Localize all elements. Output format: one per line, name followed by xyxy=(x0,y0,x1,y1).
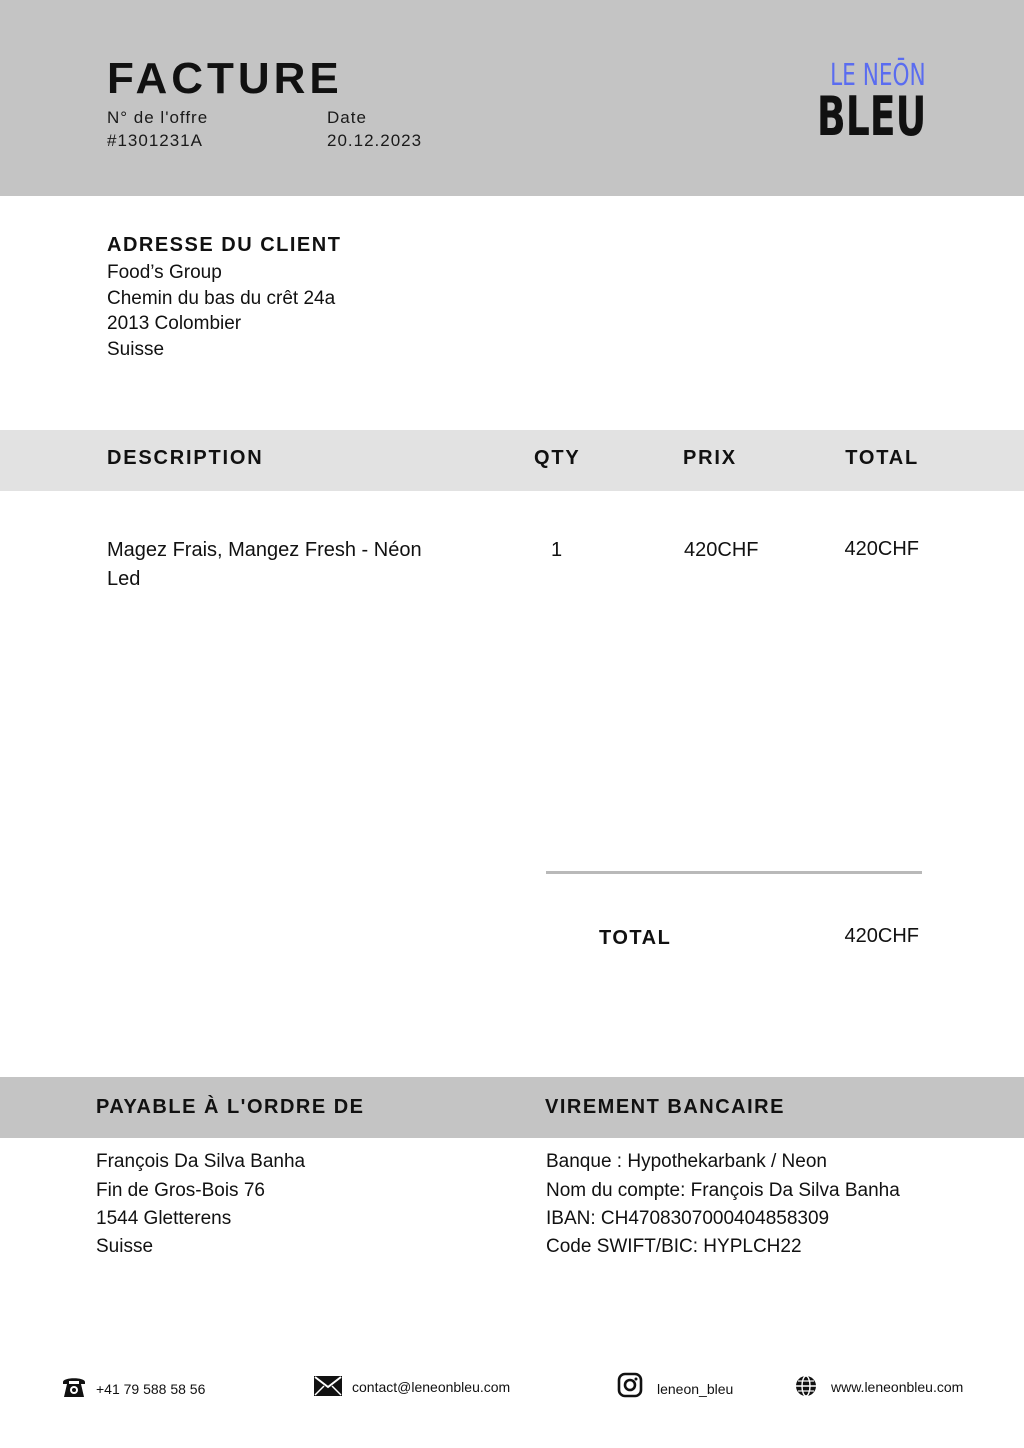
payable-heading: PAYABLE À L'ORDRE DE xyxy=(96,1096,365,1118)
payee-line: François Da Silva Banha xyxy=(96,1151,306,1172)
payee-line: Fin de Gros-Bois 76 xyxy=(96,1180,265,1201)
column-header-qty: QTY xyxy=(534,447,581,469)
instagram-icon xyxy=(617,1372,643,1398)
bank-detail-line: Code SWIFT/BIC: HYPLCH22 xyxy=(546,1236,802,1257)
client-address-heading: ADRESSE DU CLIENT xyxy=(107,234,342,256)
footer-instagram[interactable]: leneon_bleu xyxy=(657,1381,734,1397)
item-description: Magez Frais, Mangez Fresh - Néon xyxy=(107,539,422,561)
column-header-description: DESCRIPTION xyxy=(107,447,264,469)
item-total: 420CHF xyxy=(844,538,919,560)
footer-phone[interactable]: +41 79 588 58 56 xyxy=(96,1381,206,1397)
footer-email[interactable]: contact@leneonbleu.com xyxy=(352,1379,511,1395)
mail-icon xyxy=(314,1375,342,1397)
column-header-total: TOTAL xyxy=(845,447,919,469)
grand-total-label: TOTAL xyxy=(599,927,672,949)
bank-detail-line: Banque : Hypothekarbank / Neon xyxy=(546,1151,827,1172)
globe-icon xyxy=(795,1375,817,1397)
phone-icon xyxy=(61,1373,87,1399)
logo-top-text: LE NEŌN xyxy=(830,58,926,93)
bank-transfer-heading: VIREMENT BANCAIRE xyxy=(545,1096,785,1118)
grand-total-value: 420CHF xyxy=(844,925,919,947)
column-header-price: PRIX xyxy=(683,447,737,469)
item-description-continued: Led xyxy=(107,568,141,590)
document-title: FACTURE xyxy=(107,54,343,103)
item-qty: 1 xyxy=(551,539,563,561)
client-address-line: Food’s Group xyxy=(107,262,222,283)
item-price: 420CHF xyxy=(684,539,759,561)
client-address-line: Suisse xyxy=(107,339,165,360)
offer-number: #1301231A xyxy=(107,131,203,150)
brand-logo xyxy=(816,58,926,150)
logo-bottom-text: BLEU xyxy=(816,85,926,148)
bank-detail-line: IBAN: CH4708307000404858309 xyxy=(546,1208,830,1229)
offer-number-label: N° de l'offre xyxy=(107,108,209,127)
client-address-line: Chemin du bas du crêt 24a xyxy=(107,288,336,309)
payee-line: 1544 Gletterens xyxy=(96,1208,232,1229)
total-divider xyxy=(546,871,922,874)
payee-line: Suisse xyxy=(96,1236,154,1257)
client-address-line: 2013 Colombier xyxy=(107,313,242,334)
date-label: Date xyxy=(327,108,367,127)
bank-detail-line: Nom du compte: François Da Silva Banha xyxy=(546,1180,900,1201)
date-value: 20.12.2023 xyxy=(327,131,423,150)
footer-website[interactable]: www.leneonbleu.com xyxy=(831,1379,964,1395)
